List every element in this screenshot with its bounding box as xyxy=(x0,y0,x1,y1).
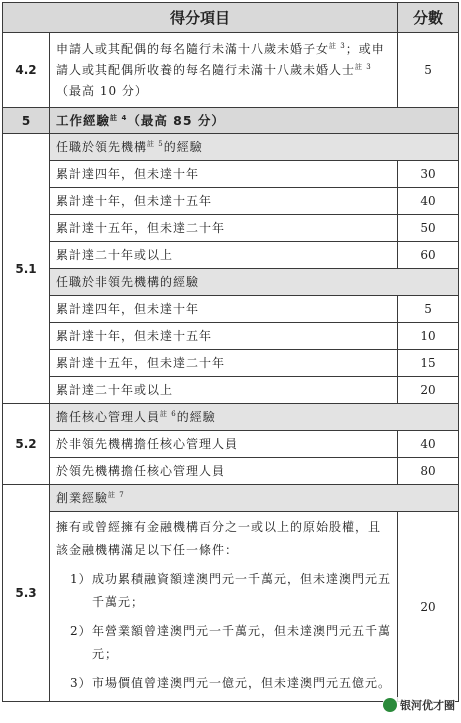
header-score: 分數 xyxy=(398,3,459,33)
item-score: 60 xyxy=(398,242,459,269)
table-row xyxy=(3,215,459,242)
row-number: 5.3 xyxy=(3,485,50,702)
subheader-text: 任職於非領先機構的經驗 xyxy=(50,269,459,296)
item-label: 累計達十五年，但未達二十年 xyxy=(50,215,398,242)
section-title xyxy=(50,108,459,134)
subheader-suffix: 的經驗 xyxy=(163,140,203,154)
footnote-ref: 註 6 xyxy=(160,410,177,418)
section-title-suffix: （最高 85 分） xyxy=(127,113,225,128)
watermark xyxy=(383,697,455,713)
desc-line2b: 八歲未婚人士 xyxy=(277,62,356,77)
item-score: 40 xyxy=(398,431,459,458)
table-row xyxy=(3,323,459,350)
item-label: 於非領先機構擔任核心管理人員 xyxy=(50,431,398,458)
item-label: 累計達十五年，但未達二十年 xyxy=(50,350,398,377)
item-score: 5 xyxy=(398,296,459,323)
list-number: 3） xyxy=(70,676,92,690)
list-number: 2） xyxy=(70,624,92,638)
subheader-title: 創業經驗 xyxy=(56,491,109,505)
table-row xyxy=(3,377,459,404)
subheader-suffix: 的經驗 xyxy=(176,410,216,424)
watermark-text: 银河优才圈 xyxy=(400,699,455,712)
item-score: 80 xyxy=(398,458,459,485)
subheader-entrepreneurship xyxy=(3,485,459,512)
wechat-icon xyxy=(383,698,397,712)
subheader-title: 任職於領先機構 xyxy=(56,140,148,154)
row-score: 5 xyxy=(398,33,459,108)
entrepreneurship-detail-row xyxy=(3,512,459,702)
table-row xyxy=(3,296,459,323)
row-number: 5.2 xyxy=(3,404,50,485)
points-table xyxy=(2,2,459,702)
table-row xyxy=(3,161,459,188)
desc-line2a: ；或申請人或其配偶所收養的每名隨行未滿十 xyxy=(56,41,385,77)
item-label: 累計達四年，但未達十年 xyxy=(50,296,398,323)
section-5-row xyxy=(3,108,459,134)
list-number: 1） xyxy=(70,572,92,586)
section-title-text: 工作經驗 xyxy=(56,113,111,128)
subheader-title: 擔任核心管理人員 xyxy=(56,410,161,424)
table-row xyxy=(3,242,459,269)
item-score: 15 xyxy=(398,350,459,377)
subheader-nonleading xyxy=(3,269,459,296)
item-score: 20 xyxy=(398,512,459,702)
item-score: 30 xyxy=(398,161,459,188)
list-item xyxy=(56,620,391,666)
footnote-ref: 註 3 xyxy=(355,62,372,71)
item-label: 累計達二十年或以上 xyxy=(50,377,398,404)
table-row xyxy=(3,431,459,458)
desc-line1: 申請人或其配偶的每名隨行未滿十八歲未婚子女 xyxy=(56,41,330,56)
table-header-row xyxy=(3,3,459,33)
footnote-ref: 註 5 xyxy=(147,140,164,148)
table-row xyxy=(3,458,459,485)
item-score: 50 xyxy=(398,215,459,242)
item-label: 累計達十年，但未達十五年 xyxy=(50,323,398,350)
row-number: 4.2 xyxy=(3,33,50,108)
header-item: 得分項目 xyxy=(3,3,398,33)
row-4-2 xyxy=(3,33,459,108)
list-item xyxy=(56,568,391,614)
list-item xyxy=(56,672,391,695)
list-text: 成功累積融資額達澳門元一千萬元，但未達澳門元五千萬元； xyxy=(92,572,392,609)
subheader-core-management xyxy=(3,404,459,431)
desc-line3: （最高 10 分） xyxy=(56,83,148,98)
item-label: 於領先機構擔任核心管理人員 xyxy=(50,458,398,485)
list-text: 年營業額曾達澳門元一千萬元，但未達澳門元五千萬元； xyxy=(92,624,392,661)
subheader-text xyxy=(50,485,459,512)
list-text: 市場價值曾達澳門元一億元，但未達澳門元五億元。 xyxy=(92,676,392,690)
table-row xyxy=(3,350,459,377)
points-table-container xyxy=(2,2,458,702)
item-label: 累計達十年，但未達十五年 xyxy=(50,188,398,215)
table-row xyxy=(3,188,459,215)
section-number: 5 xyxy=(3,108,50,134)
subheader-leading xyxy=(3,134,459,161)
subheader-text xyxy=(50,404,459,431)
footnote-ref: 註 4 xyxy=(110,113,128,122)
item-label: 累計達二十年或以上 xyxy=(50,242,398,269)
row-number: 5.1 xyxy=(3,134,50,404)
item-score: 10 xyxy=(398,323,459,350)
footnote-ref: 註 7 xyxy=(108,491,125,499)
item-score: 20 xyxy=(398,377,459,404)
footnote-ref: 註 3 xyxy=(329,41,346,50)
subheader-text xyxy=(50,134,459,161)
item-label: 累計達四年，但未達十年 xyxy=(50,161,398,188)
entrepreneurship-description xyxy=(50,512,398,702)
intro-text: 擁有或曾經擁有金融機構百分之一或以上的原始股權，且該金融機構滿足以下任一條件： xyxy=(56,520,382,557)
row-description xyxy=(50,33,398,108)
item-score: 40 xyxy=(398,188,459,215)
